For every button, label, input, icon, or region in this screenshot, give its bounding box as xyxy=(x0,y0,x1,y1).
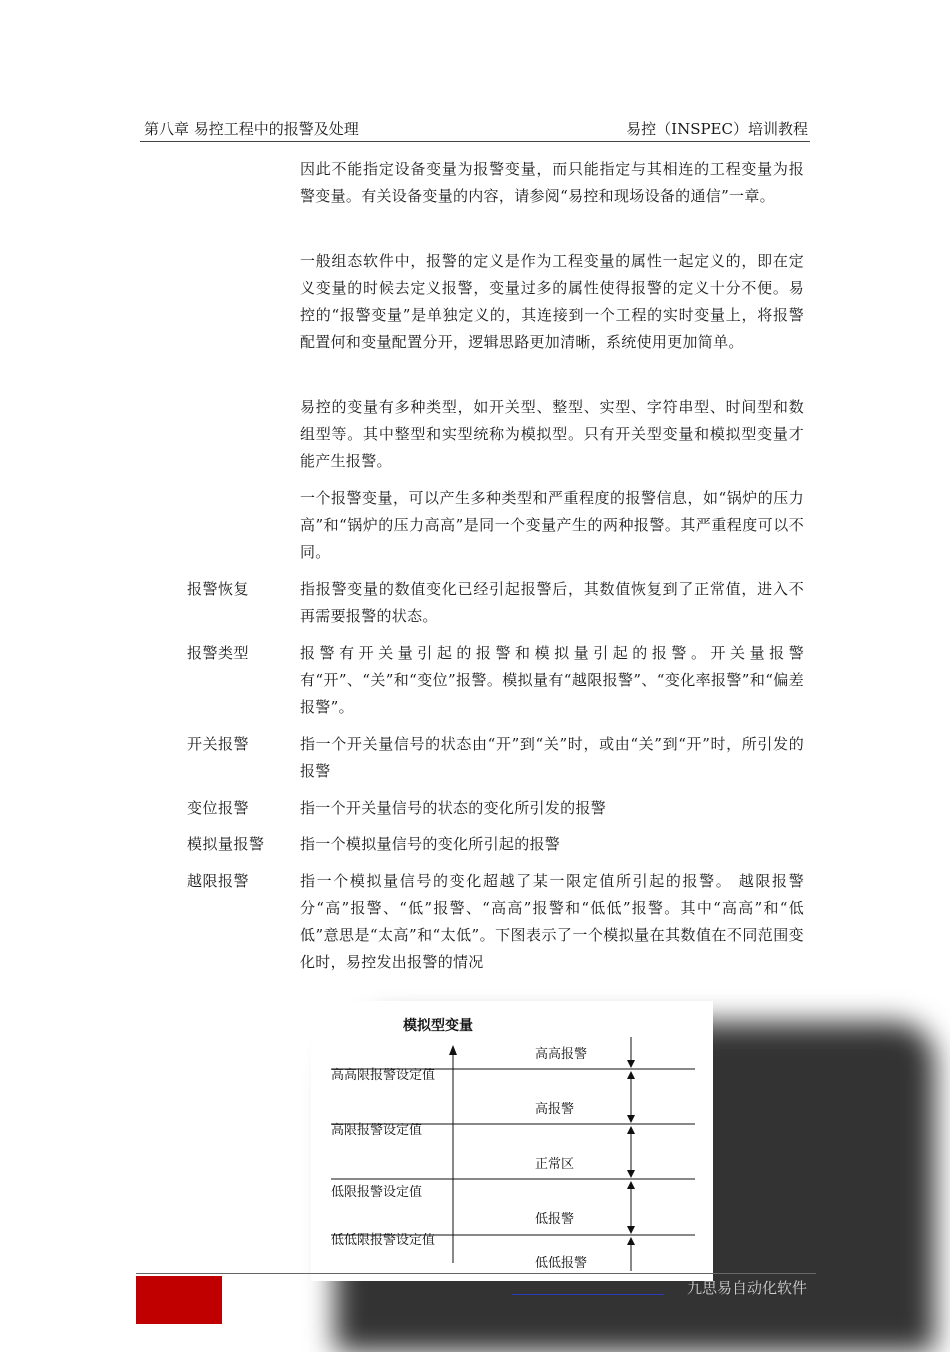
paragraph-variable-types: 易控的变量有多种类型，如开关型、整型、实型、字符串型、时间型和数组型等。其中整型和实型统称为模拟型。只有开关型变量和模拟型变量才能产生报警。 xyxy=(300,398,804,470)
header-divider xyxy=(140,141,810,142)
zone-label-lo: 低报警 xyxy=(535,1212,575,1227)
zone-label-hihi: 高高报警 xyxy=(535,1047,588,1062)
level-label-lolo: 低低限报警设定值 xyxy=(331,1233,436,1248)
footer-divider xyxy=(136,1273,816,1274)
definition-alarm-type: 报警有开关量引起的报警和模拟量引起的报警。开关量报警有“开”、“关”和“变位”报警。模拟量有“越限报警”、“变化率报警”和“偏差报警”。 xyxy=(300,644,804,716)
term-change-alarm: 变位报警 xyxy=(187,799,250,817)
definition-limit-alarm: 指一个模拟量信号的变化超越了某一限定值所引起的报警。 越限报警分“高”报警、“低”报警、“高高”报警和“低低”报警。其中“高高”和“低低”意思是“太高”和“太低”。下图表示了一个模拟量在其数值在不同范围变化时，易控发出报警的情况 xyxy=(300,872,804,971)
term-analog-alarm: 模拟量报警 xyxy=(187,835,265,853)
figure-title: 模拟型变量 xyxy=(403,1018,473,1034)
level-label-hihi: 高高限报警设定值 xyxy=(331,1068,436,1083)
header-book-title: 易控（INSPEC）培训教程 xyxy=(626,120,808,138)
value-axis-arrowhead xyxy=(449,1045,457,1055)
definition-switch-alarm: 指一个开关量信号的状态由“开”到“关”时，或由“关”到“开”时，所引发的报警 xyxy=(300,735,804,780)
definition-change-alarm: 指一个开关量信号的状态的变化所引发的报警 xyxy=(300,799,607,817)
alarm-levels-diagram xyxy=(311,1001,713,1281)
footer-link-underline[interactable] xyxy=(512,1294,664,1295)
zone-label-normal: 正常区 xyxy=(535,1157,575,1172)
definition-analog-alarm: 指一个模拟量信号的变化所引起的报警 xyxy=(300,835,561,853)
zone-label-lolo: 低低报警 xyxy=(535,1256,588,1271)
footer-red-logo-block xyxy=(136,1276,222,1324)
definition-alarm-recovery: 指报警变量的数值变化已经引起报警后，其数值恢复到了正常值，进入不再需要报警的状态。 xyxy=(300,580,804,625)
paragraph-alarm-definition: 一般组态软件中，报警的定义是作为工程变量的属性一起定义的，即在定义变量的时候去定义报警，变量过多的属性使得报警的定义十分不便。易控的“报警变量”是单独定义的，其连接到一个工程的实时变量上，将报警配置何和变量配置分开，逻辑思路更加清晰，系统使用更加简单。 xyxy=(300,252,804,351)
level-label-lo: 低限报警设定值 xyxy=(331,1185,423,1200)
term-limit-alarm: 越限报警 xyxy=(187,872,250,890)
alarm-levels-figure xyxy=(311,1001,713,1281)
header-chapter-title: 第八章 易控工程中的报警及处理 xyxy=(144,120,359,138)
paragraph-device-variable: 因此不能指定设备变量为报警变量，而只能指定与其相连的工程变量为报警变量。有关设备变量的内容，请参阅“易控和现场设备的通信”一章。 xyxy=(300,160,804,205)
term-switch-alarm: 开关报警 xyxy=(187,735,250,753)
paragraph-alarm-severity: 一个报警变量，可以产生多种类型和严重程度的报警信息，如“锅炉的压力高”和“锅炉的压力高高”是同一个变量产生的两种报警。其严重程度可以不同。 xyxy=(300,489,804,561)
footer-company: 九思易自动化软件 xyxy=(686,1279,807,1297)
zone-label-hi: 高报警 xyxy=(535,1102,575,1117)
level-label-hi: 高限报警设定值 xyxy=(331,1123,423,1138)
term-alarm-recovery: 报警恢复 xyxy=(187,580,250,598)
term-alarm-type: 报警类型 xyxy=(187,644,250,662)
